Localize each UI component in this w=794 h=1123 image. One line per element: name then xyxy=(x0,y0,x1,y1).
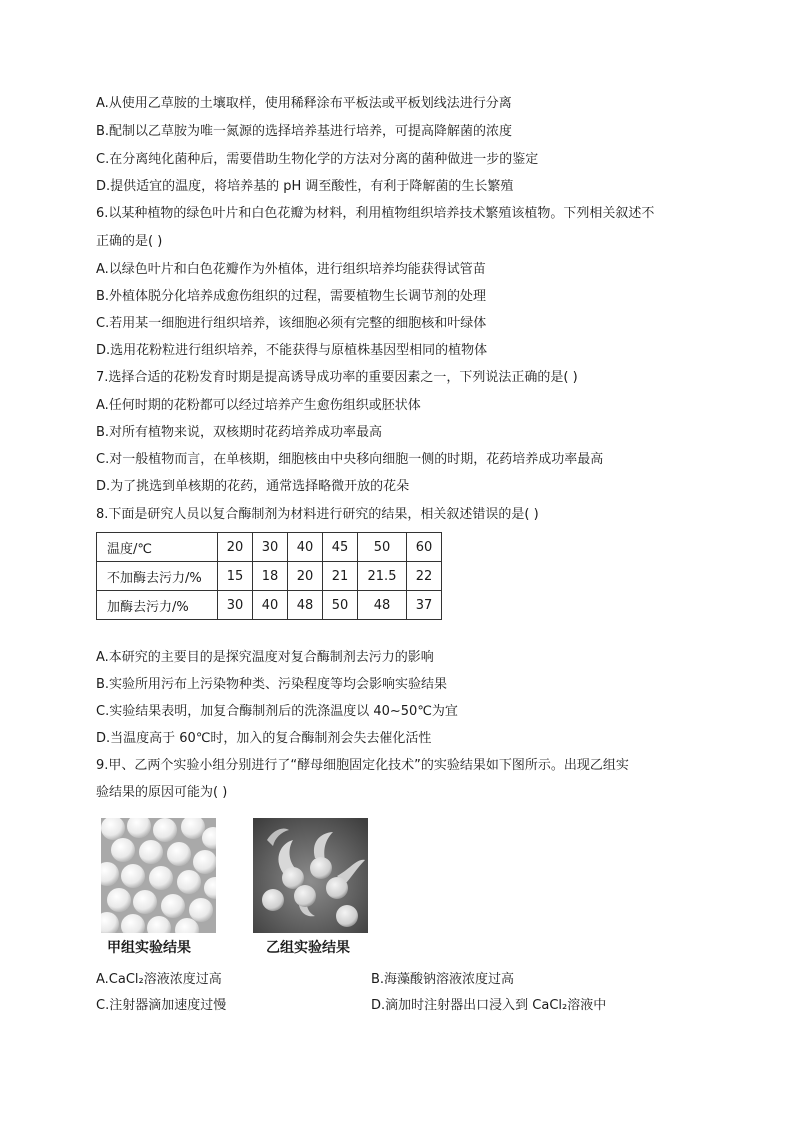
q5-option-d: D.提供适宜的温度，将培养基的 pH 调至酸性，有利于降解菌的生长繁殖 xyxy=(96,179,514,194)
q8-option-c: C.实验结果表明，加复合酶制剂后的洗涤温度以 40~50℃为宜 xyxy=(96,704,458,719)
q6-stem-line2: 正确的是( ) xyxy=(96,234,163,249)
group-b-caption: 乙组实验结果 xyxy=(266,940,350,956)
table-cell: 20 xyxy=(218,533,253,562)
table-row-label: 温度/℃ xyxy=(97,533,218,562)
table-cell: 45 xyxy=(323,533,358,562)
table-cell: 30 xyxy=(218,591,253,620)
table-cell: 22 xyxy=(407,562,442,591)
q8-option-b: B.实验所用污布上污染物种类、污染程度等均会影响实验结果 xyxy=(96,677,448,692)
q5-option-a: A.从使用乙草胺的土壤取样，使用稀释涂布平板法或平板划线法进行分离 xyxy=(96,96,512,111)
q5-option-b: B.配制以乙草胺为唯一氮源的选择培养基进行培养，可提高降解菌的浓度 xyxy=(96,124,513,139)
table-cell: 40 xyxy=(253,591,288,620)
table-cell: 30 xyxy=(253,533,288,562)
q5-option-c: C.在分离纯化菌种后，需要借助生物化学的方法对分离的菌种做进一步的鉴定 xyxy=(96,152,539,167)
group-b-beads-photo xyxy=(253,818,368,933)
table-row xyxy=(97,562,442,591)
table-row-label: 加酶去污力/% xyxy=(97,591,218,620)
table-row xyxy=(97,591,442,620)
q8-data-table xyxy=(96,532,442,620)
group-a-caption: 甲组实验结果 xyxy=(107,940,191,956)
q8-option-a: A.本研究的主要目的是探究温度对复合酶制剂去污力的影响 xyxy=(96,650,434,665)
q6-option-d: D.选用花粉粒进行组织培养，不能获得与原植株基因型相同的植物体 xyxy=(96,343,488,358)
q8-option-d: D.当温度高于 60℃时，加入的复合酶制剂会失去催化活性 xyxy=(96,731,432,746)
table-cell: 21 xyxy=(323,562,358,591)
q7-option-d: D.为了挑选到单核期的花药，通常选择略微开放的花朵 xyxy=(96,479,410,494)
q9-option-b: B.海藻酸钠溶液浓度过高 xyxy=(371,972,515,987)
group-a-beads-photo xyxy=(101,818,216,933)
q6-stem-line1: 6.以某种植物的绿色叶片和白色花瓣为材料，利用植物组织培养技术繁殖该植物。下列相关叙述不 xyxy=(96,206,655,221)
q9-option-c: C.注射器滴加速度过慢 xyxy=(96,998,227,1013)
q9-stem-line2: 验结果的原因可能为( ) xyxy=(96,785,228,800)
table-row-label: 不加酶去污力/% xyxy=(97,562,218,591)
q9-stem-line1: 9.甲、乙两个实验小组分别进行了“酵母细胞固定化技术”的实验结果如下图所示。出现乙组实 xyxy=(96,758,629,773)
q9-option-a: A.CaCl₂溶液浓度过高 xyxy=(96,972,222,987)
table-cell: 20 xyxy=(288,562,323,591)
q8-stem: 8.下面是研究人员以复合酶制剂为材料进行研究的结果，相关叙述错误的是( ) xyxy=(96,507,539,522)
table-cell: 48 xyxy=(288,591,323,620)
table-cell: 60 xyxy=(407,533,442,562)
table-row xyxy=(97,533,442,562)
table-cell: 50 xyxy=(323,591,358,620)
table-cell: 50 xyxy=(358,533,407,562)
q6-option-b: B.外植体脱分化培养成愈伤组织的过程，需要植物生长调节剂的处理 xyxy=(96,289,487,304)
q7-stem: 7.选择合适的花粉发育时期是提高诱导成功率的重要因素之一，下列说法正确的是( ) xyxy=(96,370,578,385)
q7-option-b: B.对所有植物来说，双核期时花药培养成功率最高 xyxy=(96,425,383,440)
table-cell: 37 xyxy=(407,591,442,620)
q6-option-c: C.若用某一细胞进行组织培养，该细胞必须有完整的细胞核和叶绿体 xyxy=(96,316,487,331)
table-cell: 15 xyxy=(218,562,253,591)
table-cell: 21.5 xyxy=(358,562,407,591)
q9-option-d: D.滴加时注射器出口浸入到 CaCl₂溶液中 xyxy=(371,998,607,1013)
table-cell: 48 xyxy=(358,591,407,620)
table-cell: 40 xyxy=(288,533,323,562)
q7-option-c: C.对一般植物而言，在单核期，细胞核由中央移向细胞一侧的时期，花药培养成功率最高 xyxy=(96,452,604,467)
q6-option-a: A.以绿色叶片和白色花瓣作为外植体，进行组织培养均能获得试管苗 xyxy=(96,262,486,277)
q7-option-a: A.任何时期的花粉都可以经过培养产生愈伤组织或胚状体 xyxy=(96,398,421,413)
table-cell: 18 xyxy=(253,562,288,591)
